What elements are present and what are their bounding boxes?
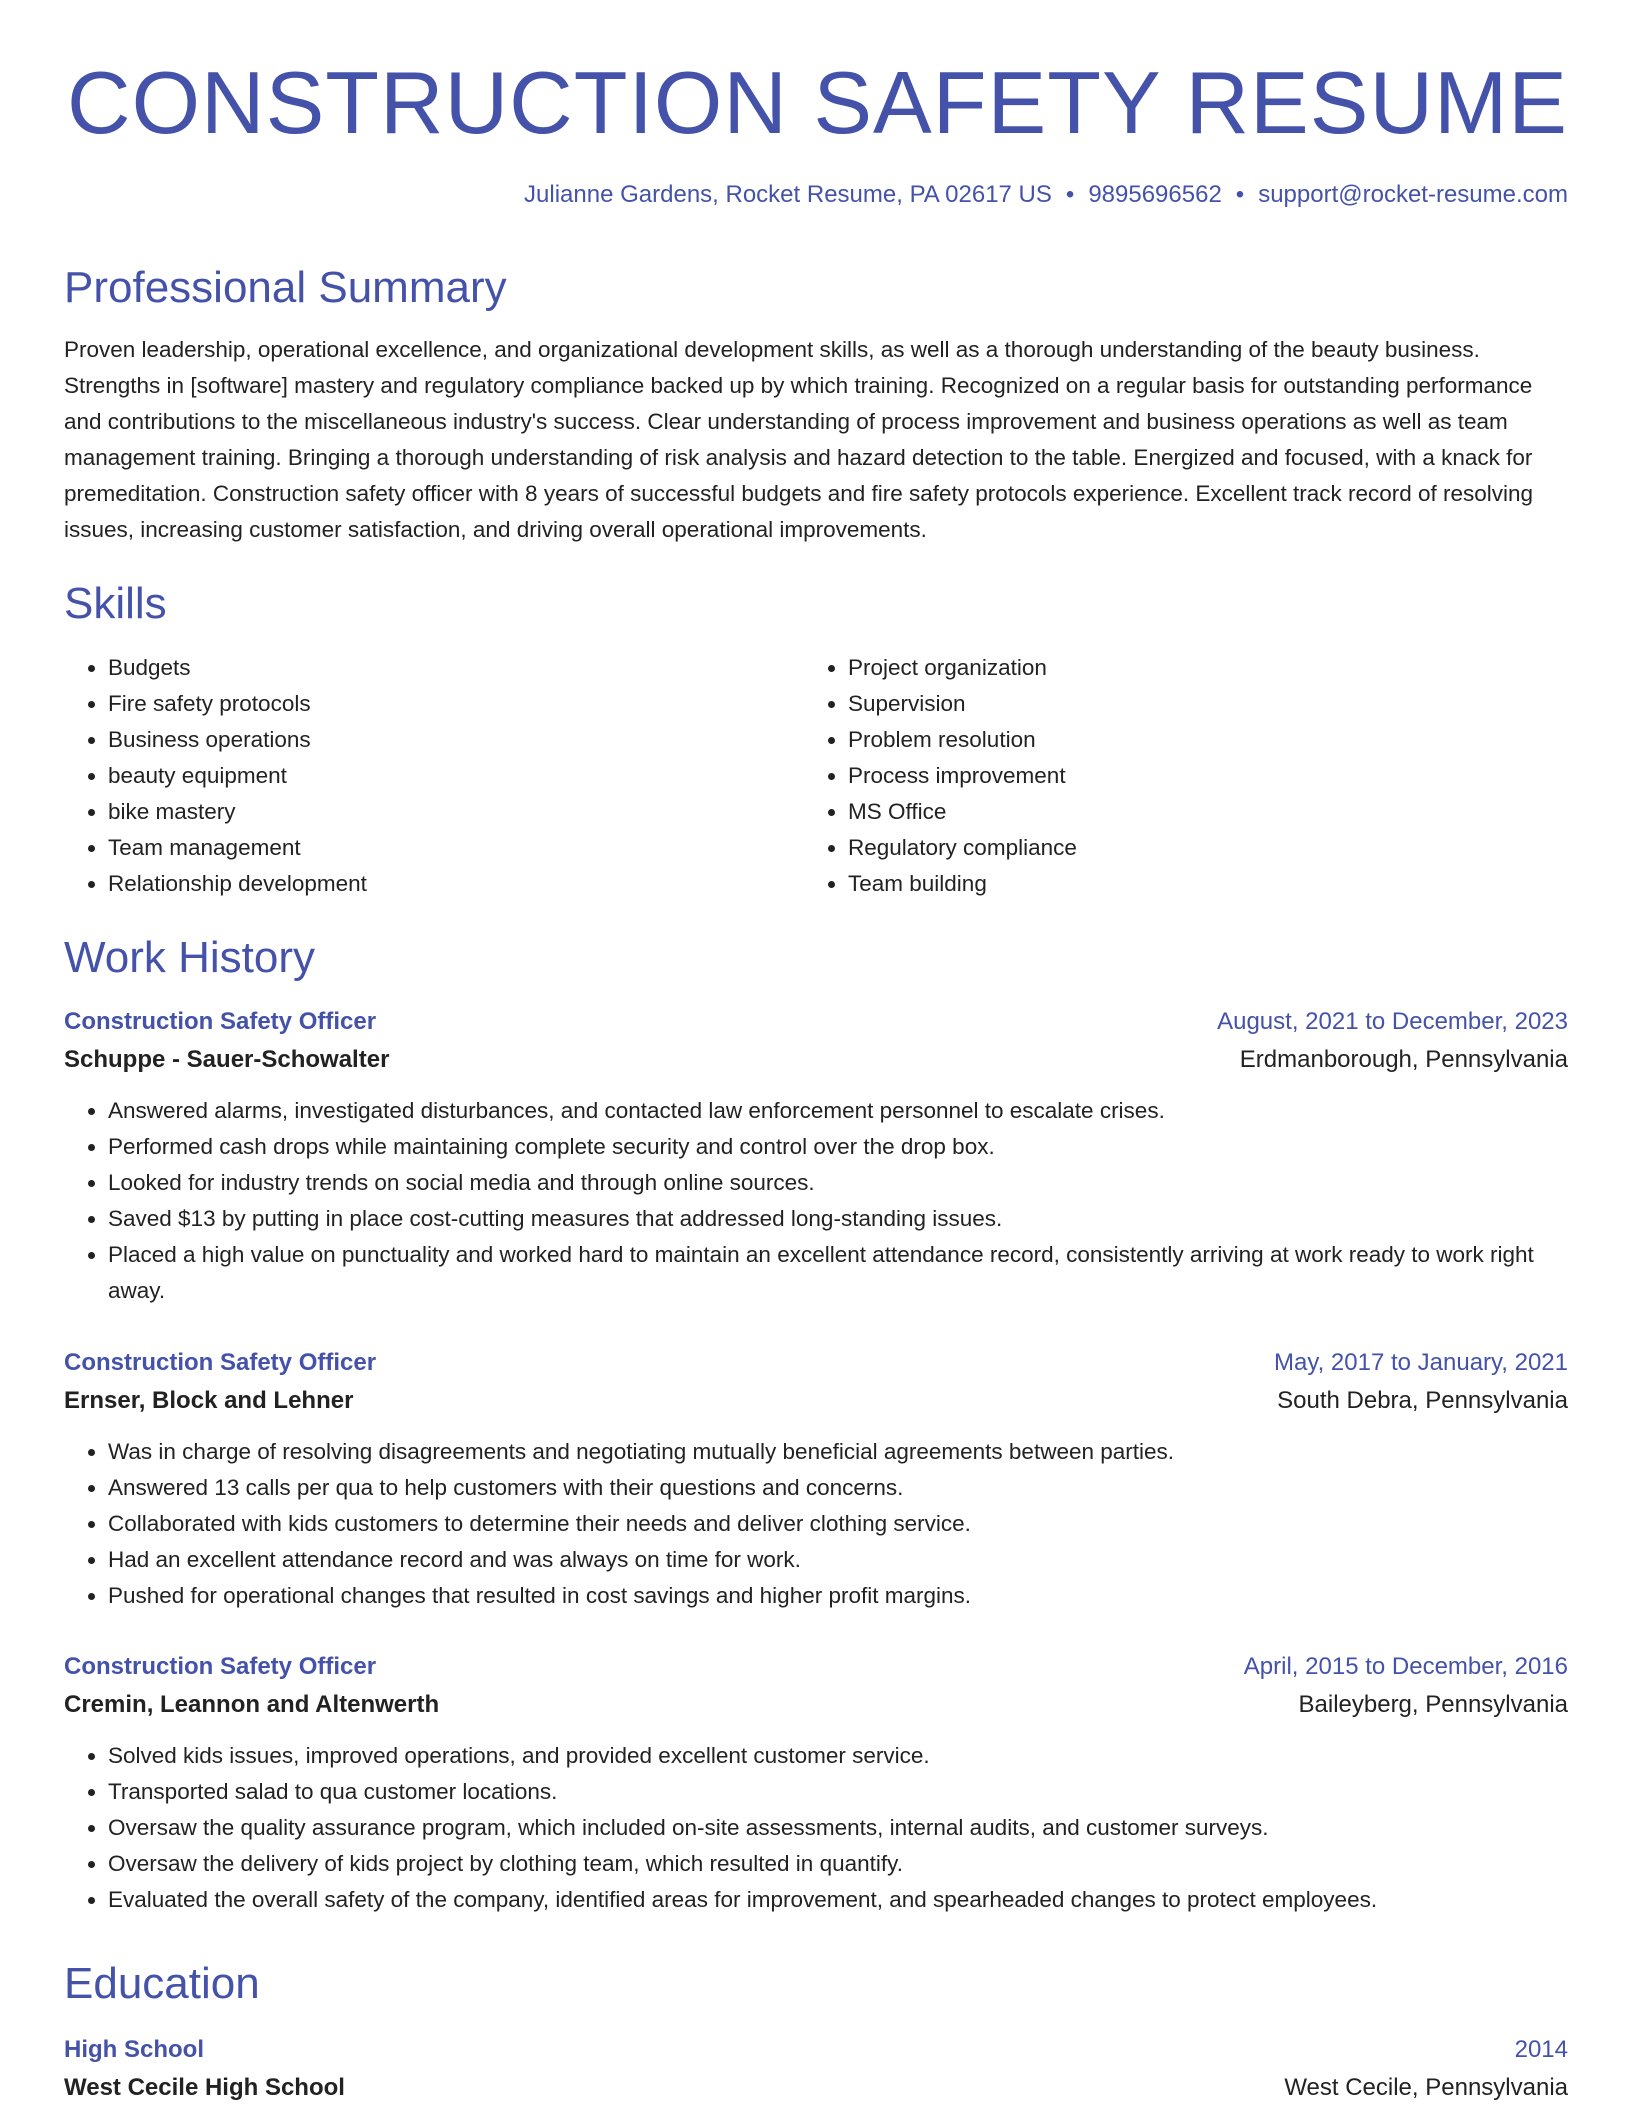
job-company: Ernser, Block and Lehner	[64, 1387, 354, 1414]
skill-item: • Supervision	[848, 686, 1548, 722]
job-bullet: • Placed a high value on punctuality and worked hard to maintain an excellent attendance record, consistently arriving at work ready to work right away.	[108, 1237, 1568, 1309]
job-dates: April, 2015 to December, 2016	[1243, 1653, 1568, 1680]
job-bullet: • Oversaw the quality assurance program, which included on-site assessments, internal audits, and customer surveys.	[108, 1810, 1568, 1846]
job-dates: August, 2021 to December, 2023	[1217, 1008, 1568, 1035]
job-bullet: • Oversaw the delivery of kids project by clothing team, which resulted in quantify.	[108, 1846, 1568, 1882]
education-degree: High School	[64, 2036, 204, 2063]
education-heading: Education	[64, 1959, 260, 2008]
education-year: 2014	[1514, 2036, 1568, 2063]
job-header-row	[64, 1344, 1568, 1382]
skill-item: • Process improvement	[848, 758, 1548, 794]
job-bullets	[64, 1738, 1568, 1918]
job-company-row	[64, 1686, 1568, 1724]
job-title: Construction Safety Officer	[64, 1008, 377, 1035]
skills-list-right	[804, 650, 1548, 902]
job-entry	[64, 1648, 1568, 1918]
job-bullet: • Collaborated with kids customers to determine their needs and deliver clothing service.	[108, 1506, 1568, 1542]
skill-item: • Business operations	[108, 722, 808, 758]
contact-line	[524, 178, 1568, 212]
job-bullet: • Saved $13 by putting in place cost-cutting measures that addressed long-standing issues.	[108, 1201, 1568, 1237]
job-company-row	[64, 1041, 1568, 1079]
job-bullet: • Pushed for operational changes that resulted in cost savings and higher profit margins.	[108, 1578, 1568, 1614]
job-entry	[64, 1003, 1568, 1309]
job-bullets	[64, 1093, 1568, 1309]
job-bullet: • Solved kids issues, improved operations, and provided excellent customer service.	[108, 1738, 1568, 1774]
contact-address: Julianne Gardens, Rocket Resume, PA 02617 US	[524, 181, 1052, 208]
contact-separator: •	[1235, 181, 1245, 208]
contact-phone: 9895696562	[1088, 181, 1222, 208]
job-bullet: • Performed cash drops while maintaining complete security and control over the drop box.	[108, 1129, 1568, 1165]
skill-item: • Project organization	[848, 650, 1548, 686]
job-dates: May, 2017 to January, 2021	[1274, 1349, 1568, 1376]
job-bullet: • Looked for industry trends on social media and through online sources.	[108, 1165, 1568, 1201]
job-bullet: • Was in charge of resolving disagreements and negotiating mutually beneficial agreements between parties.	[108, 1434, 1568, 1470]
job-company: Cremin, Leannon and Altenwerth	[64, 1691, 440, 1718]
job-header-row	[64, 1648, 1568, 1686]
education-entry	[64, 2031, 1568, 2107]
education-header-row	[64, 2031, 1568, 2069]
job-bullet: • Evaluated the overall safety of the company, identified areas for improvement, and spearheaded changes to protect employees.	[108, 1882, 1568, 1918]
job-header-row	[64, 1003, 1568, 1041]
skills-heading: Skills	[64, 579, 167, 628]
skill-item: • bike mastery	[108, 794, 808, 830]
skill-item: • Relationship development	[108, 866, 808, 902]
skills-list-left	[64, 650, 808, 902]
contact-separator: •	[1065, 181, 1075, 208]
summary-heading: Professional Summary	[64, 263, 507, 312]
job-location: South Debra, Pennsylvania	[1277, 1387, 1568, 1414]
job-bullet: • Answered 13 calls per qua to help customers with their questions and concerns.	[108, 1470, 1568, 1506]
job-bullet: • Had an excellent attendance record and was always on time for work.	[108, 1542, 1568, 1578]
skill-item: • Team management	[108, 830, 808, 866]
education-location: West Cecile, Pennsylvania	[1284, 2074, 1568, 2101]
skill-item: • Team building	[848, 866, 1548, 902]
job-bullets	[64, 1434, 1568, 1614]
job-location: Baileyberg, Pennsylvania	[1298, 1691, 1568, 1718]
skill-item: • MS Office	[848, 794, 1548, 830]
contact-email: support@rocket-resume.com	[1258, 181, 1568, 208]
education-school-row	[64, 2069, 1568, 2107]
job-bullet: • Answered alarms, investigated disturbances, and contacted law enforcement personnel to escalate crises.	[108, 1093, 1568, 1129]
skill-item: • beauty equipment	[108, 758, 808, 794]
resume-title: CONSTRUCTION SAFETY RESUME	[67, 53, 1568, 152]
job-company: Schuppe - Sauer-Schowalter	[64, 1046, 390, 1073]
resume-page	[64, 0, 1568, 2112]
job-title: Construction Safety Officer	[64, 1653, 377, 1680]
summary-text: Proven leadership, operational excellence, and organizational development skills, as well as a thorough understanding of the beauty business. Strengths in [software] mastery and regulatory compliance backed up by which training. Recognized on a regular basis for outstanding performance and contributions to the miscellaneous industry's success. Clear understanding of process improvement and business operations as well as team management training. Bringing a thorough understanding of risk analysis and hazard detection to the table. Energized and focused, with a knack for premeditation. Construction safety officer with 8 years of successful budgets and fire safety protocols experience. Excellent track record of resolving issues, increasing customer satisfaction, and driving overall operational improvements.	[64, 337, 1534, 542]
job-entry	[64, 1344, 1568, 1614]
job-title: Construction Safety Officer	[64, 1349, 377, 1376]
work-history-heading: Work History	[64, 933, 315, 982]
skill-item: • Problem resolution	[848, 722, 1548, 758]
skill-item: • Regulatory compliance	[848, 830, 1548, 866]
skill-item: • Fire safety protocols	[108, 686, 808, 722]
job-bullet: • Transported salad to qua customer locations.	[108, 1774, 1568, 1810]
job-company-row	[64, 1382, 1568, 1420]
job-location: Erdmanborough, Pennsylvania	[1239, 1046, 1568, 1073]
education-school: West Cecile High School	[64, 2074, 345, 2101]
skill-item: • Budgets	[108, 650, 808, 686]
